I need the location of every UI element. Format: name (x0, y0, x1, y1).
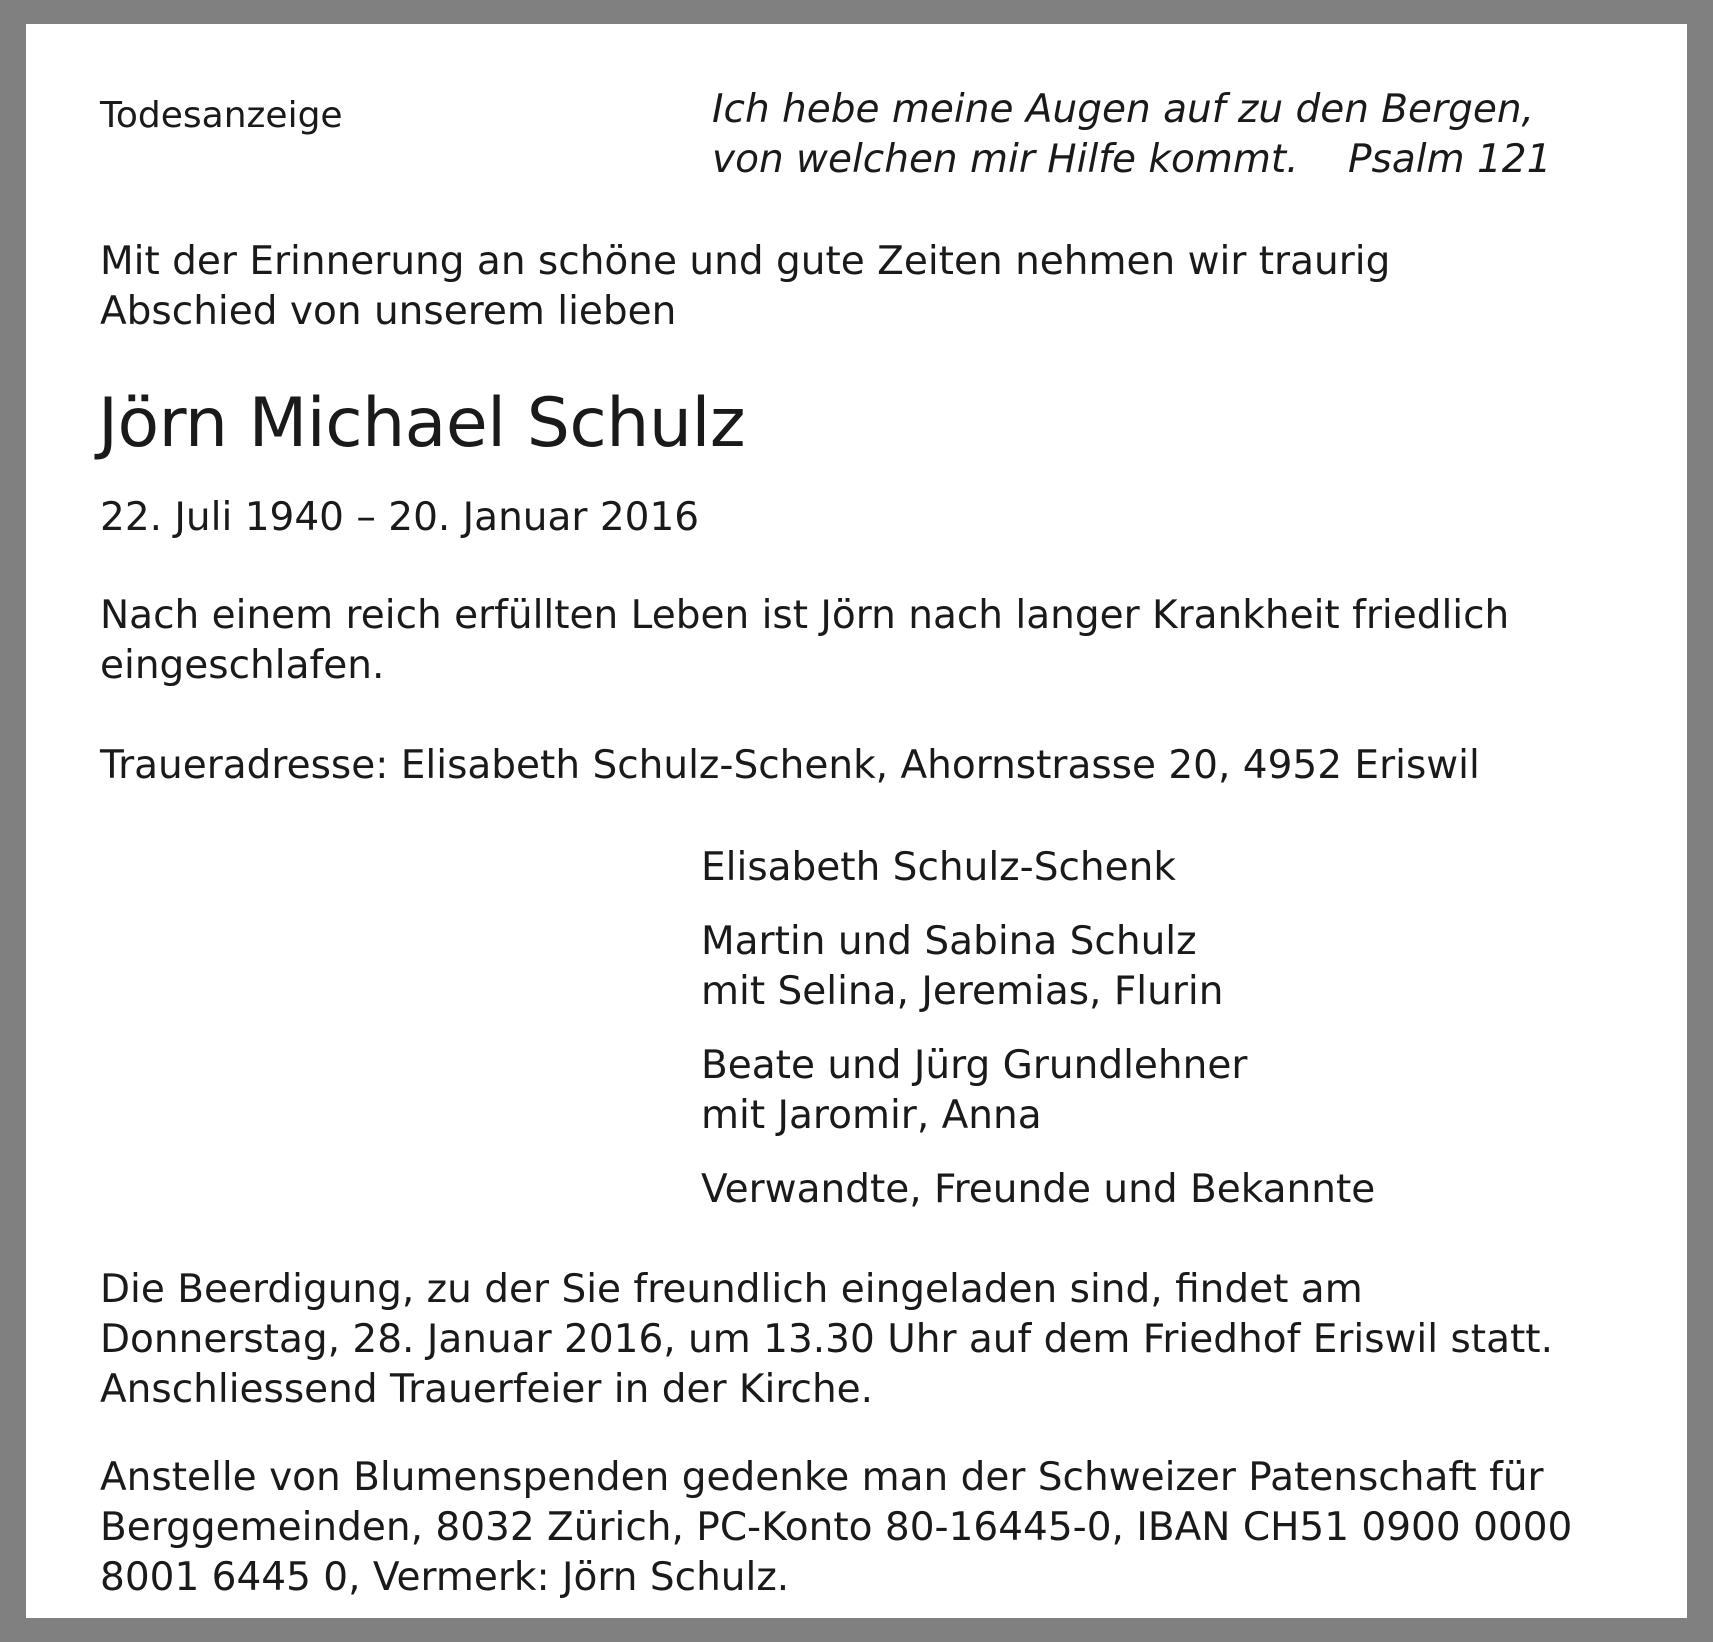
message-line-2: eingeschlafen. (100, 643, 385, 688)
life-dates: 22. Juli 1940 – 20. Januar 2016 (100, 495, 700, 540)
notice-label: Todesanzeige (100, 95, 343, 136)
mourner-entry-children: mit Selina, Jeremias, Flurin (701, 969, 1224, 1014)
message-line-1: Nach einem reich erfüllten Leben ist Jörn nach langer Krankheit friedlich (100, 593, 1510, 638)
donation-line-1: Anstelle von Blumenspenden gedenke man der Schweizer Patenschaft für (100, 1455, 1544, 1500)
funeral-line-3: Anschliessend Trauerfeier in der Kirche. (100, 1367, 874, 1412)
mourner-entry: Martin und Sabina Schulz (701, 919, 1197, 964)
donation-line-2: Berggemeinden, 8032 Zürich, PC-Konto 80-16445-0, IBAN CH51 0900 0000 (100, 1505, 1573, 1550)
mourning-address: Traueradresse: Elisabeth Schulz-Schenk, Ahornstrasse 20, 4952 Eriswil (100, 743, 1480, 788)
quote-source: Psalm 121 (1348, 137, 1552, 182)
mourner-entry: Beate und Jürg Grundlehner (701, 1043, 1248, 1088)
mourner-entry: Verwandte, Freunde und Bekannte (701, 1167, 1376, 1212)
intro-line-2: Abschied von unserem lieben (100, 289, 677, 334)
mourner-entry: Elisabeth Schulz-Schenk (701, 845, 1176, 890)
funeral-line-1: Die Beerdigung, zu der Sie freundlich eingeladen sind, findet am (100, 1267, 1363, 1312)
quote-line-1: Ich hebe meine Augen auf zu den Bergen, (712, 87, 1534, 132)
mourner-entry-children: mit Jaromir, Anna (701, 1093, 1042, 1138)
donation-line-3: 8001 6445 0, Vermerk: Jörn Schulz. (100, 1555, 790, 1600)
deceased-name: Jörn Michael Schulz (98, 384, 746, 463)
funeral-line-2: Donnerstag, 28. Januar 2016, um 13.30 Uhr auf dem Friedhof Eriswil statt. (100, 1317, 1553, 1362)
intro-line-1: Mit der Erinnerung an schöne und gute Zeiten nehmen wir traurig (100, 239, 1391, 284)
quote-line-2: von welchen mir Hilfe kommt. (712, 137, 1299, 182)
